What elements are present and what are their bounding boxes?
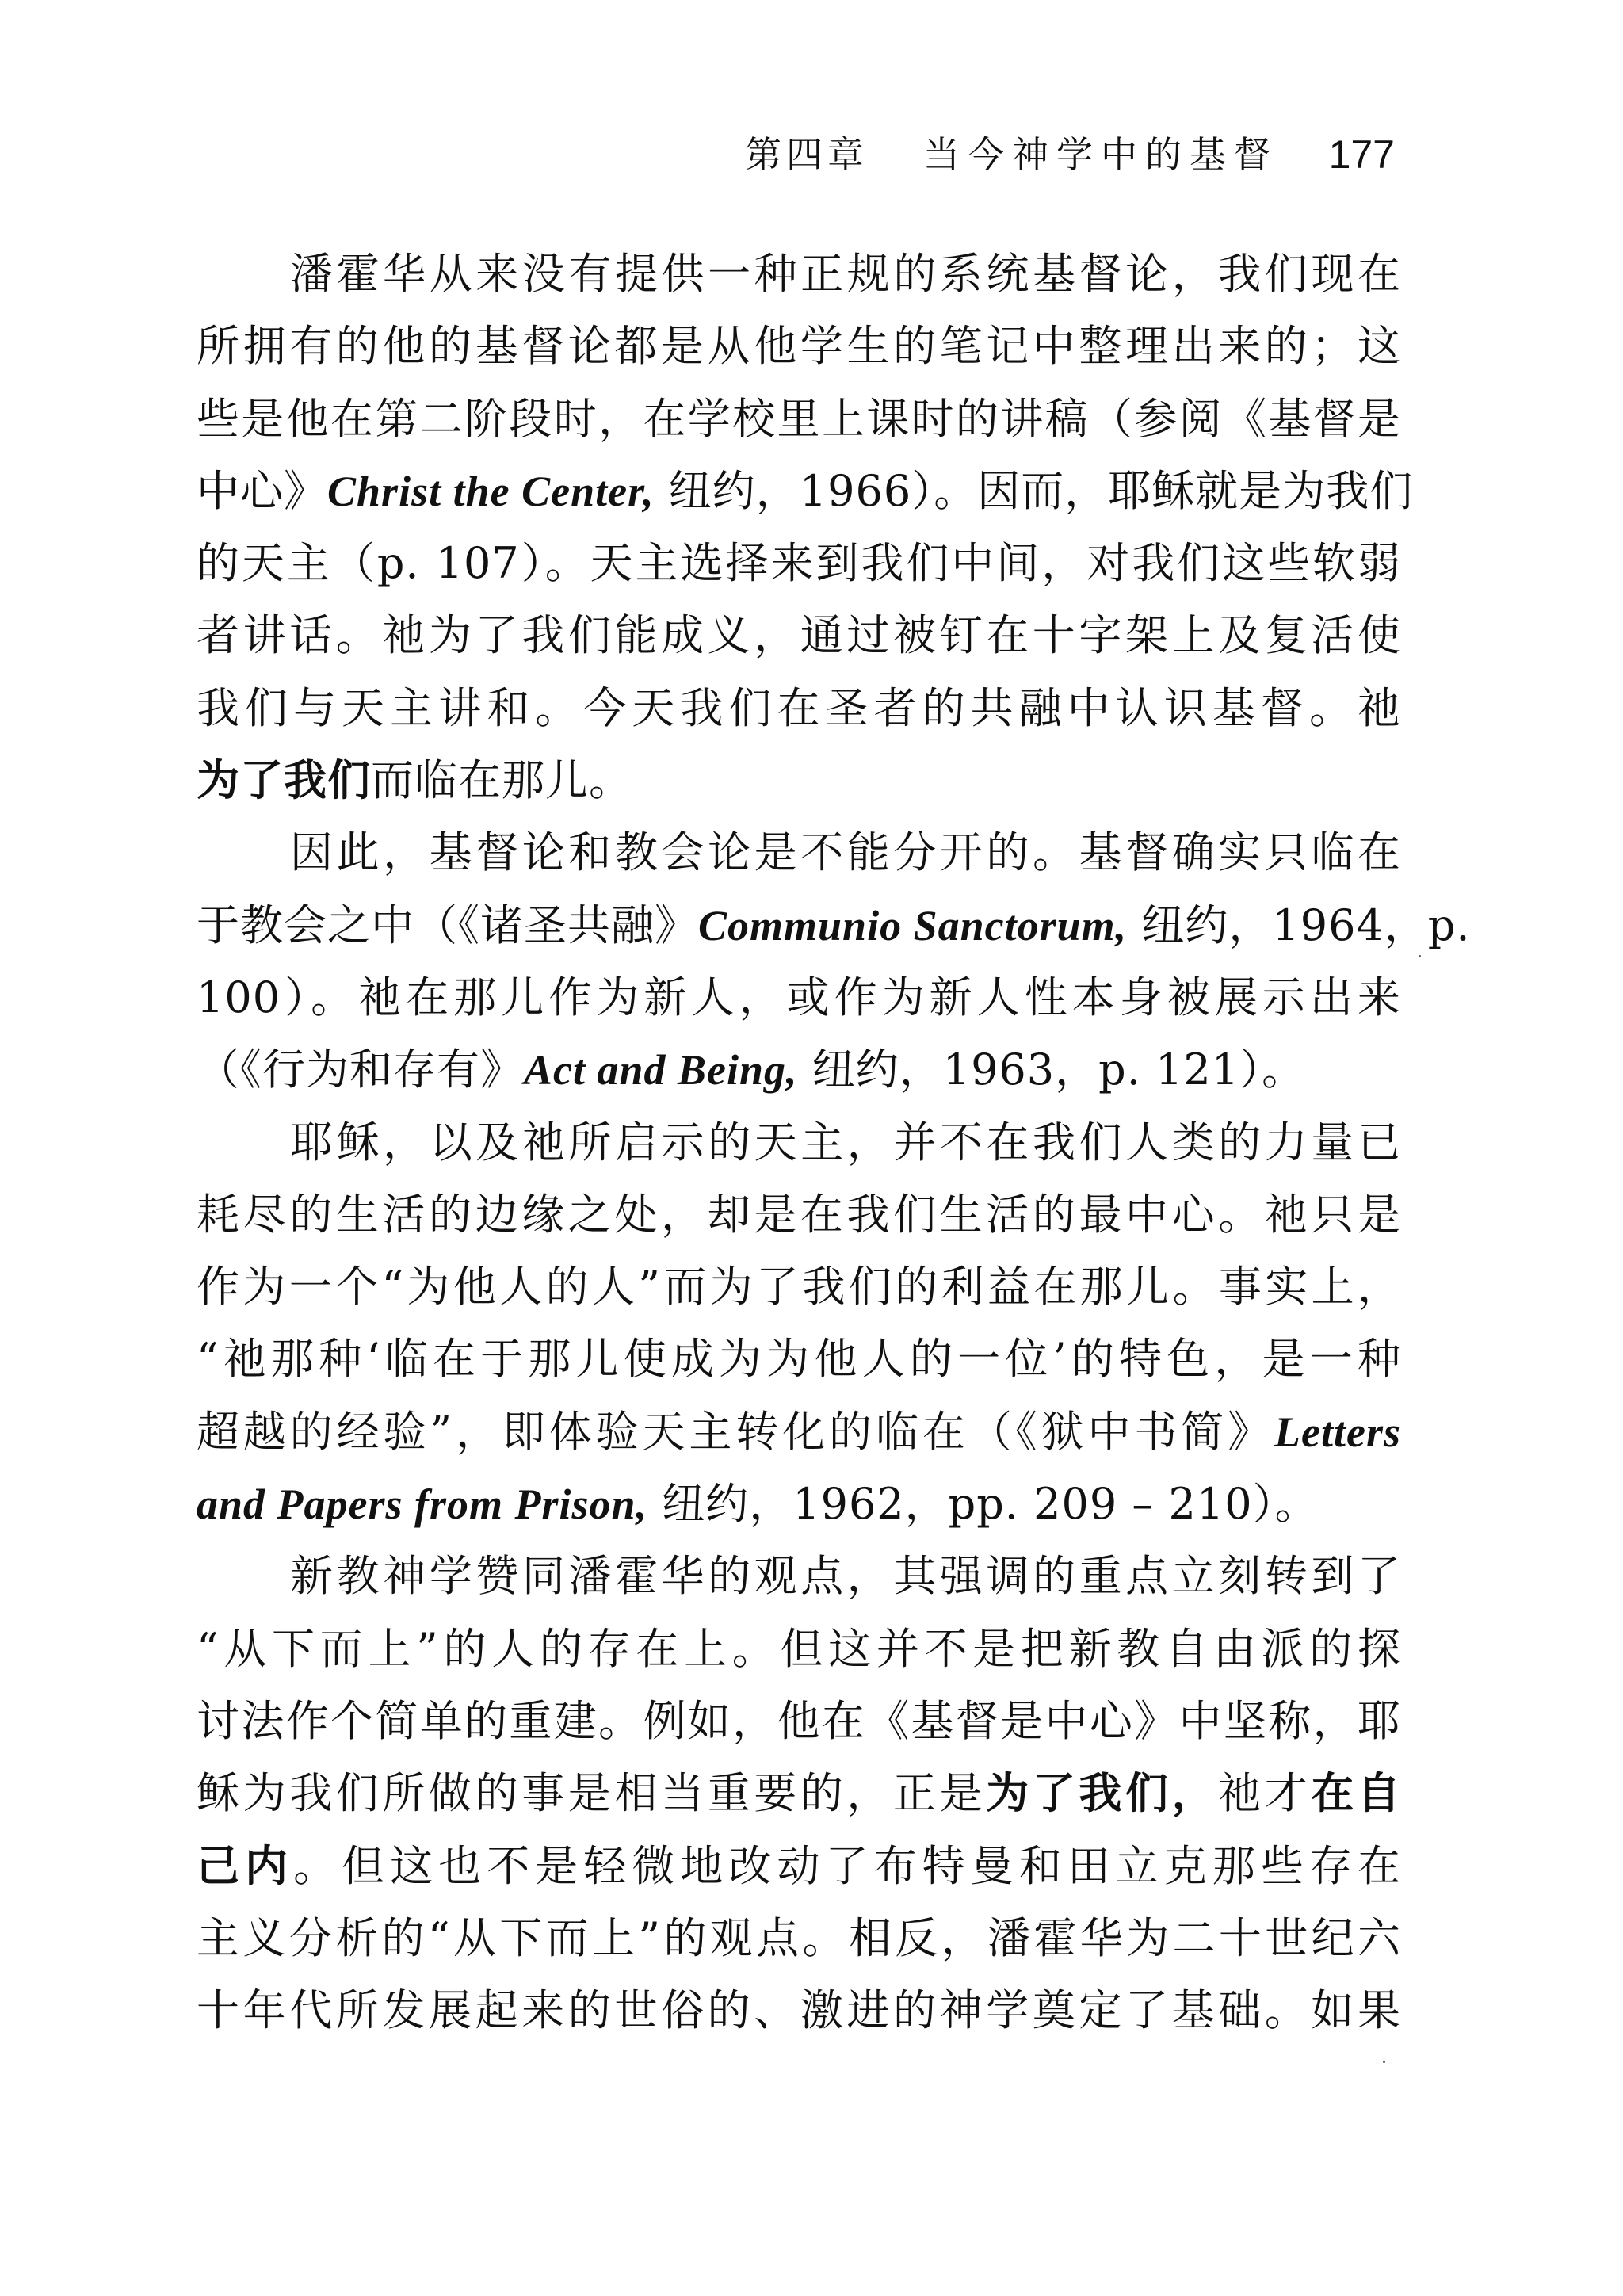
text-line: 稣为我们所做的事是相当重要的，正是为了我们，祂才在自	[197, 1767, 1402, 1819]
emphasis: 己内	[197, 1839, 294, 1891]
text-line: 中心》Christ the Center, 纽约，1966）。因而，耶稣就是为我们	[197, 465, 1414, 516]
text-line: 所拥有的他的基督论都是从他学生的笔记中整理出来的；这	[197, 321, 1401, 372]
text-line: 主义分析的“从下而上”的观点。相反，潘霍华为二十世纪六	[197, 1912, 1401, 1963]
scan-speck	[1383, 2061, 1385, 2063]
scan-speck	[1419, 955, 1421, 957]
text-line: 潘霍华从来没有提供一种正规的系统基督论，我们现在	[290, 249, 1401, 299]
text-line: and Papers from Prison, 纽约，1962，pp. 209 – 210）。	[197, 1479, 1319, 1530]
text-line: 耶稣，以及祂所启示的天主，并不在我们人类的力量已	[290, 1117, 1401, 1167]
book-title: Letters	[1274, 1408, 1401, 1456]
body-text	[197, 238, 1471, 2046]
chapter-label: 第四章	[745, 133, 869, 176]
emphasis: 在自	[1311, 1767, 1402, 1819]
page-number: 177	[1328, 132, 1395, 177]
text-line: 十年代所发展起来的世俗的、激进的神学奠定了基础。如果	[197, 1985, 1401, 2036]
text-line: 讨法作个简单的重建。例如，他在《基督是中心》中坚称，耶	[197, 1695, 1401, 1746]
text-line: 超越的经验”，即体验天主转化的临在（《狱中书简》Letters	[197, 1406, 1401, 1457]
chapter-title: 当今神学中的基督	[923, 133, 1278, 176]
text-line: （《行为和存有》Act and Being, 纽约，1963，p. 121）。	[197, 1045, 1306, 1095]
text-line: 新教神学赞同潘霍华的观点，其强调的重点立刻转到了	[290, 1551, 1401, 1602]
text-line: 于教会之中（《诸圣共融》Communio Sanctorum, 纽约，1964，p.	[197, 900, 1471, 950]
book-title: and Papers from Prison,	[197, 1480, 648, 1529]
emphasis: 为了我们	[197, 755, 371, 806]
book-title: Christ the Center,	[327, 467, 655, 515]
text-line: 作为一个“为他人的人”而为了我们的利益在那儿。事实上，	[197, 1262, 1401, 1312]
text-line: 我们与天主讲和。今天我们在圣者的共融中认识基督。祂	[197, 682, 1401, 733]
text-line: 耗尽的生活的边缘之处，却是在我们生活的最中心。祂只是	[197, 1189, 1401, 1240]
text-line: 为了我们而临在那儿。	[197, 755, 632, 806]
book-title: Communio Sanctorum,	[698, 901, 1128, 949]
text-line: 100）。祂在那儿作为新人，或作为新人性本身被展示出来	[197, 972, 1401, 1022]
running-head	[745, 127, 1395, 182]
text-line: 的天主（p. 107）。天主选择来到我们中间，对我们这些软弱	[197, 538, 1401, 589]
text-line: “祂那种‘临在于那儿使成为为他人的一位’的特色，是一种	[197, 1334, 1401, 1385]
text-line: 因此，基督论和教会论是不能分开的。基督确实只临在	[290, 827, 1401, 878]
text-line: 者讲话。祂为了我们能成义，通过被钉在十字架上及复活使	[197, 610, 1401, 661]
book-title: Act and Being,	[524, 1046, 798, 1095]
text-line: 些是他在第二阶段时，在学校里上课时的讲稿（参阅《基督是	[197, 393, 1401, 444]
text-line: 己内。但这也不是轻微地改动了布特曼和田立克那些存在	[197, 1839, 1402, 1891]
emphasis: 为了我们，	[986, 1767, 1219, 1819]
text-line: “从下而上”的人的存在上。但这并不是把新教自由派的探	[197, 1623, 1401, 1674]
